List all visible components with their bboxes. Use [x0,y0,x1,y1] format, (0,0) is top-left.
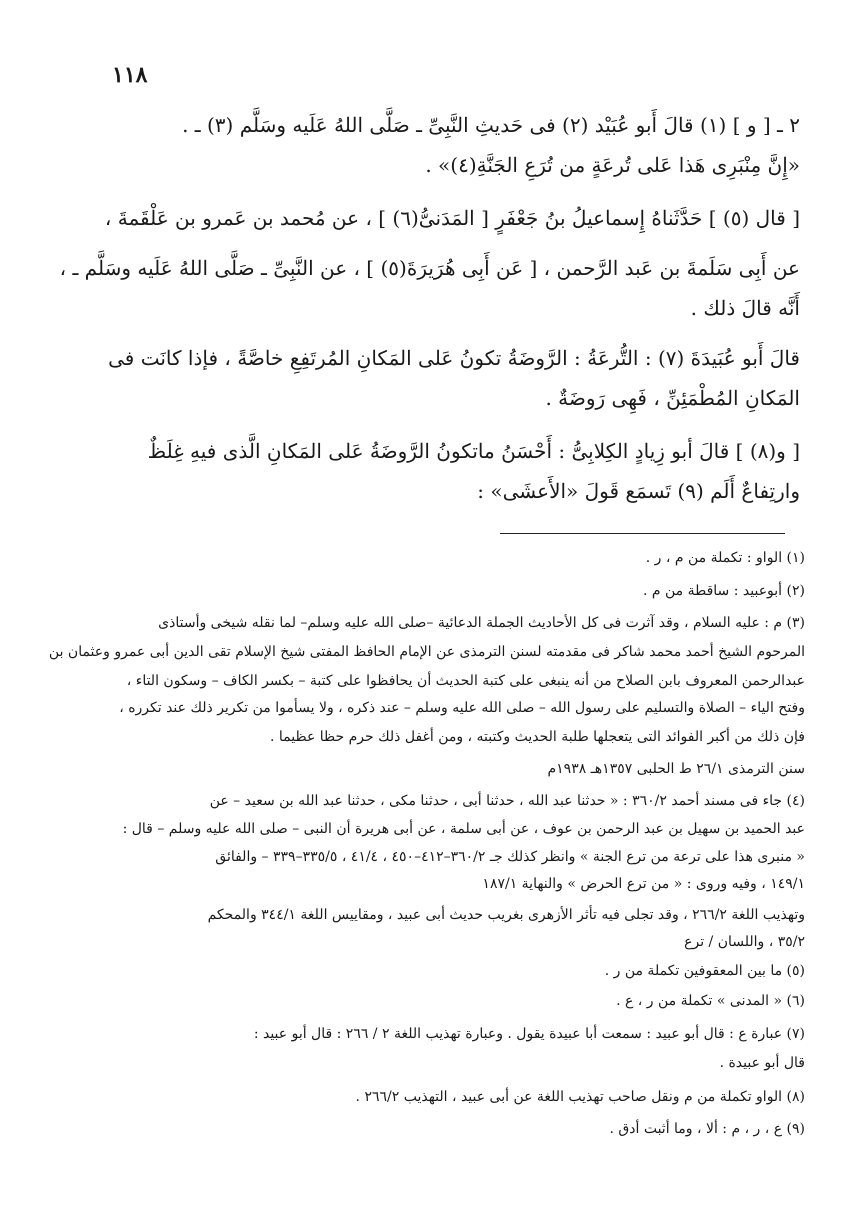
footnote-6: (٦) « المدنى » تكملة من ر ، ع . [616,993,805,1009]
commentary-line-1: قالَ أَبو عُبَيدَةَ (٧) : التُّرعَةُ : الرَّوضَةُ تكونُ عَلى المَكانِ المُرتَفِعِ خاصَّةً ، فإذا كانَت فى [108,346,800,370]
footnote-4-line-1: (٤) جاء فى مسند أحمد ٣٦٠/٢ : « حدثنا عبد الله ، حدثنا أبى ، حدثنا مكى ، حدثنا عبد الله بن سعيد – عن [209,793,805,809]
footnote-4-line-6: ٣٥/٢ ، واللسان / ترع [684,934,805,950]
commentary-line-2: المَكانِ المُطْمَئِنِّ ، فَهِى رَوضَةٌ . [545,386,800,410]
commentary-line-4: وارتِفاعٌ أَلَم (٩) تَسمَع قَولَ «الأَعشَى» : [477,479,800,503]
commentary-line-3: [ و(٨) ] قالَ أبو زِيادٍ الكِلابِىُّ : أَحْسَنُ ماتكونُ الرَّوضَةُ عَلى المَكانِ الَّذى فيهِ غِلَظٌ [147,439,800,463]
footnote-4-line-2: عبد الحميد بن سهيل بن عبد الرحمن بن عوف ، عن أبى سلمة ، عن أبى هريرة أن النبى – صلى الله عليه وسلم – قال : [122,821,805,837]
footnote-4-line-3: « منبرى هذا على ترعة من ترع الجنة » وانظر كذلك جـ ٣٦٠/٢–٤١٢–٤٥٠ ، ٤١/٤ ، ٣٣٥/٥–٣٣٩ – والفائق [215,849,805,865]
footnote-2: (٢) أبوعبيد : ساقطة من م . [642,583,805,599]
footnote-7-line-1: (٧) عبارة ع : قال أبو عبيد : سمعت أبا عبيدة يقول . وعبارة تهذيب اللغة ٢ / ٢٦٦ : قال أبو عبيد : [253,1026,805,1042]
footnote-5: (٥) ما بين المعقوفين تكملة من ر . [604,963,805,979]
footnote-3-source: سنن الترمذى ٢٦/١ ط الحلبى ١٣٥٧هـ ١٩٣٨م [547,761,805,777]
footnote-4-line-4: ١٤٩/١ ، وفيه وروى : « من ترع الحرض » والنهاية ١٨٧/١ [482,876,805,892]
page-number: ١١٨ [112,62,148,88]
footnote-3-line-4: وفتح الياء – الصلاة والتسليم على رسول الله – صلى الله عليه وسلم – عند ذكره ، ولا يسأموا من تكرير ذلك عند تكرره ، [119,700,805,716]
isnad-line-2: عن أَبِى سَلَمةَ بن عَبد الرَّحمن ، [ عَن أَبِى هُرَيرَةَ(٥) ] ، عن النَّبِىِّ ـ صَلَّى اللهُ عَلَيه وسَلَّم ـ ، [59,256,800,280]
footnote-8: (٨) الواو تكملة من م ونقل صاحب تهذيب اللغة عن أبى عبيد ، التهذيب ٢٦٦/٢ . [355,1089,805,1105]
footnote-3-line-1: (٣) م : عليه السلام ، وقد آثرت فى كل الأحاديث الجملة الدعائية –صلى الله عليه وسلم– لما نقله شيخى وأستاذى [158,615,805,631]
footnote-3-line-2: المرحوم الشيخ أحمد محمد شاكر فى مقدمته لسنن الترمذى عن الإمام الحافظ المفتى شيخ الإسلام تقى الدين أبى عمرو وعثمان بن [48,644,805,660]
footnote-4-line-5: وتهذيب اللغة ٢٦٦/٢ ، وقد تجلى فيه تأثر الأزهرى بغريب حديث أبى عبيد ، ومقاييس اللغة ٣٤٤/١ والمحكم [207,907,805,923]
footnote-separator [500,533,785,534]
footnote-3-line-5: فإن ذلك من أكبر الفوائد التى يتعجلها طلبة الحديث وكتبته ، ومن أغفل ذلك حرم حظا عظيما . [269,729,805,745]
isnad-line-1: [ قال (٥) ] حَدَّثَناهُ إِسماعيلُ بنُ جَعْفَرٍ [ المَدَنىُّ(٦) ] ، عن مُحمد بن عَمرو بن عَلْقَمةَ ، [104,206,800,230]
footnote-7-line-2: قال أبو عبيدة . [719,1055,805,1071]
hadith-intro-line: ٢ ـ [ و ] (١) قالَ أَبو عُبَيْد (٢) فى حَديثِ النَّبِىِّ ـ صَلَّى اللهُ عَلَيه وسَلَّم (٣) ـ . [182,113,800,137]
footnote-1: (١) الواو : تكملة من م ، ر . [645,550,805,566]
isnad-line-3: أَنَّه قالَ ذلك . [690,296,800,320]
footnote-3-line-3: عبدالرحمن المعروف بابن الصلاح من أنه ينبغى على كتبة الحديث أن يحافظوا على كتبة – بكسر الكاف – وسكون التاء ، [126,673,805,689]
footnote-9: (٩) ع ، ر ، م : ألا ، وما أثبت أدق . [609,1121,805,1137]
hadith-text-line: «إِنَّ مِنْبَرِى هَذا عَلى تُرعَةٍ من تُرَعِ الجَنَّةِ(٤)» . [425,153,800,177]
